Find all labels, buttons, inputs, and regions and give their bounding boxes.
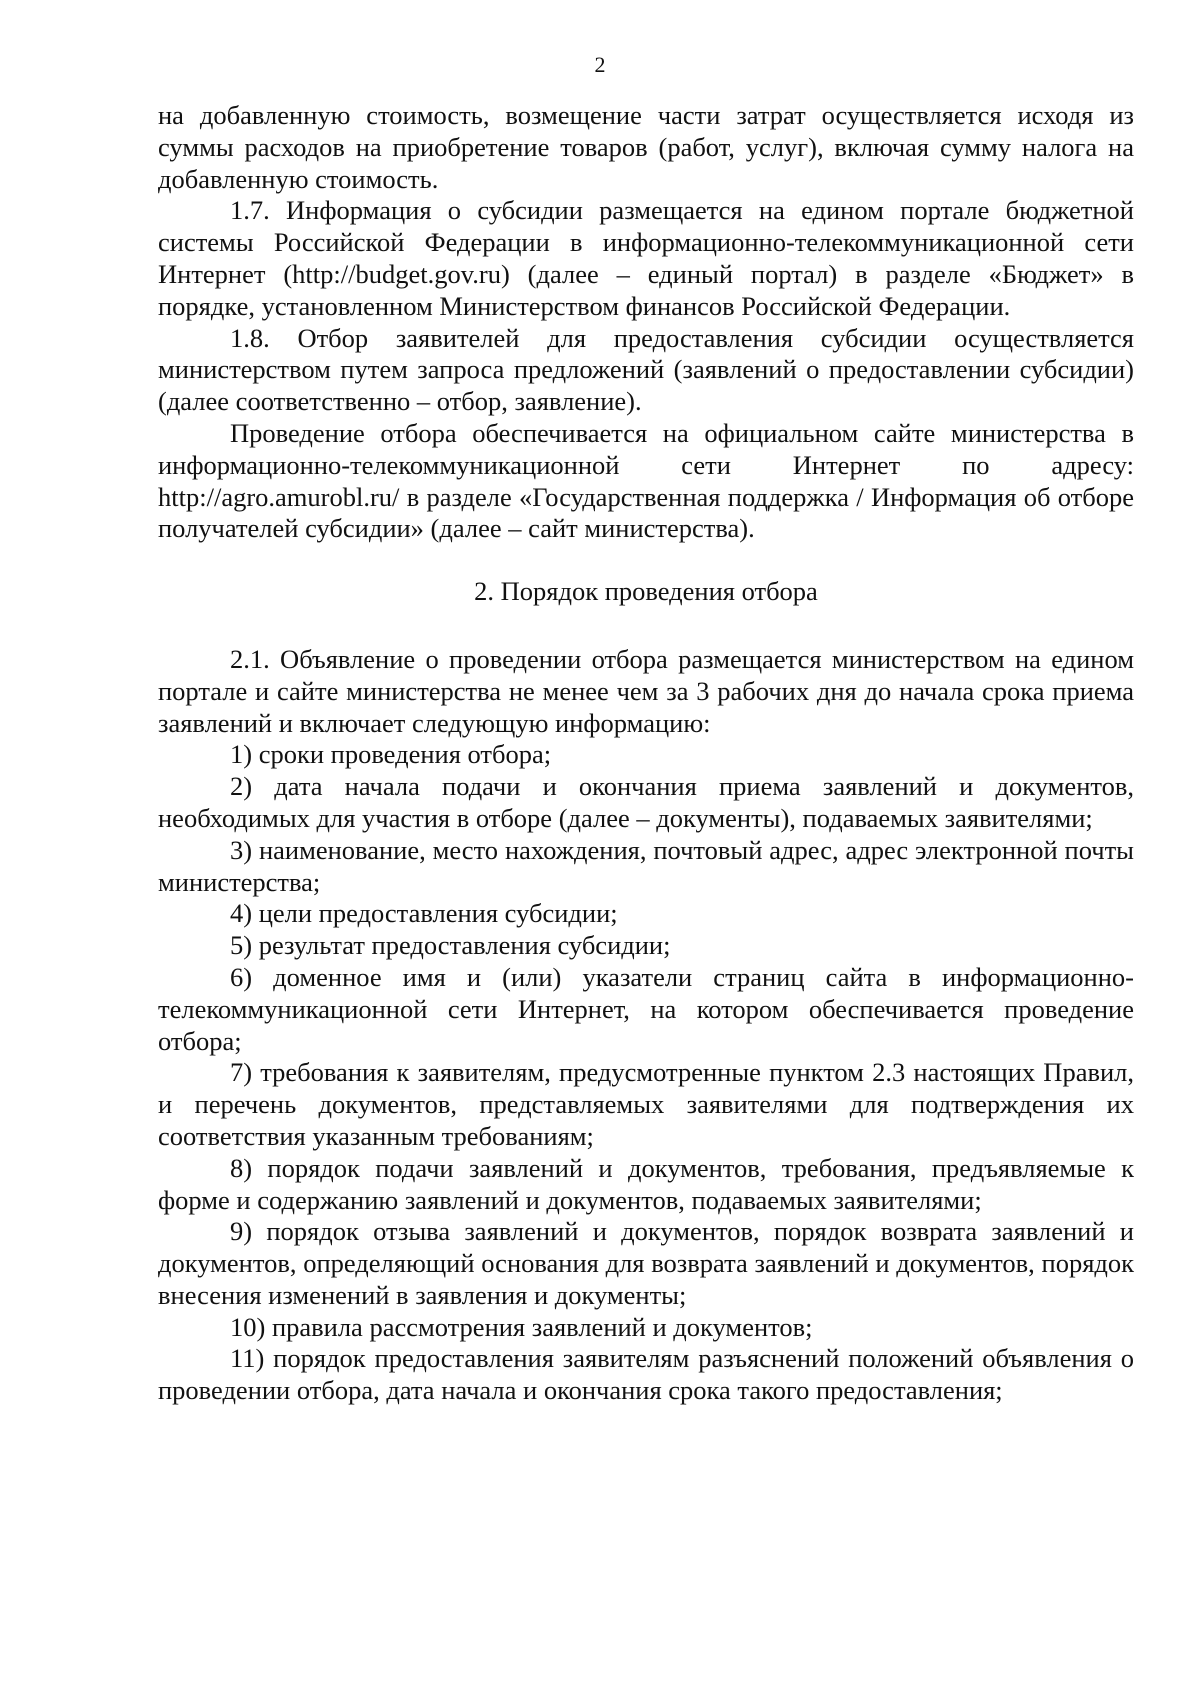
list-item-2: 2) дата начала подачи и окончания приема заявлений и документов, необходимых для участия в отборе (далее – документы), подаваемых заявителями;	[158, 771, 1134, 833]
list-item-7: 7) требования к заявителям, предусмотренные пунктом 2.3 настоящих Правил, и перечень документов, представляемых заявителями для подтверждения их соответствия указанным требованиям;	[158, 1057, 1134, 1151]
list-item-6: 6) доменное имя и (или) указатели страниц сайта в информационно-телекоммуникационной сети Интернет, на котором обеспечивается проведение отбора;	[158, 961, 1134, 1056]
paragraph-1-8: 1.8. Отбор заявителей для предоставления субсидии осуществляется министерством путем запроса предложений (заявлений о предоставлении субсидии) (далее соответственно – отбор, заявление).	[158, 322, 1134, 417]
page-number: 2	[594, 52, 606, 77]
list-item-4: 4) цели предоставления субсидии;	[230, 898, 618, 929]
section-heading: 2. Порядок проведения отбора	[474, 576, 818, 607]
list-item-3: 3) наименование, место нахождения, почтовый адрес, адрес электронной почты министерства;	[158, 834, 1134, 897]
document-body	[158, 100, 1134, 1407]
list-item-8: 8) порядок подачи заявлений и документов, требования, предъявляемые к форме и содержанию заявлений и документов, подаваемых заявителями;	[158, 1152, 1134, 1215]
paragraph-selection-site: Проведение отбора обеспечивается на официальном сайте министерства в информационно-телекоммуникационной сети Интернет по адресу: http://agro.amurobl.ru/ в разделе «Государственная поддержка / Информация об отборе получателей субсидии» (далее – сайт министерства).	[158, 417, 1134, 544]
paragraph-1-7: 1.7. Информация о субсидии размещается на едином портале бюджетной системы Российской Федерации в информационно-телекоммуникационной сети Интернет (http://budget.gov.ru) (далее – единый портал) в разделе «Бюджет» в порядке, установленном Министерством финансов Российской Федерации.	[158, 195, 1134, 321]
paragraph-continuation: на добавленную стоимость, возмещение части затрат осуществляется исходя из суммы расходов на приобретение товаров (работ, услуг), включая сумму налога на добавленную стоимость.	[158, 100, 1134, 194]
list-item-5: 5) результат предоставления субсидии;	[230, 930, 671, 961]
list-item-11: 11) порядок предоставления заявителям разъяснений положений объявления о проведении отбора, дата начала и окончания срока такого предоставления;	[158, 1343, 1134, 1406]
paragraph-2-1: 2.1. Объявление о проведении отбора размещается министерством на едином портале и сайте министерства не менее чем за 3 рабочих дня до начала срока приема заявлений и включает следующую информацию:	[158, 643, 1134, 738]
list-item-10: 10) правила рассмотрения заявлений и документов;	[230, 1311, 813, 1342]
list-item-1: 1) сроки проведения отбора;	[230, 739, 552, 770]
list-item-9: 9) порядок отзыва заявлений и документов, порядок возврата заявлений и документов, определяющий основания для возврата заявлений и документов, порядок внесения изменений в заявления и документы;	[158, 1216, 1134, 1310]
